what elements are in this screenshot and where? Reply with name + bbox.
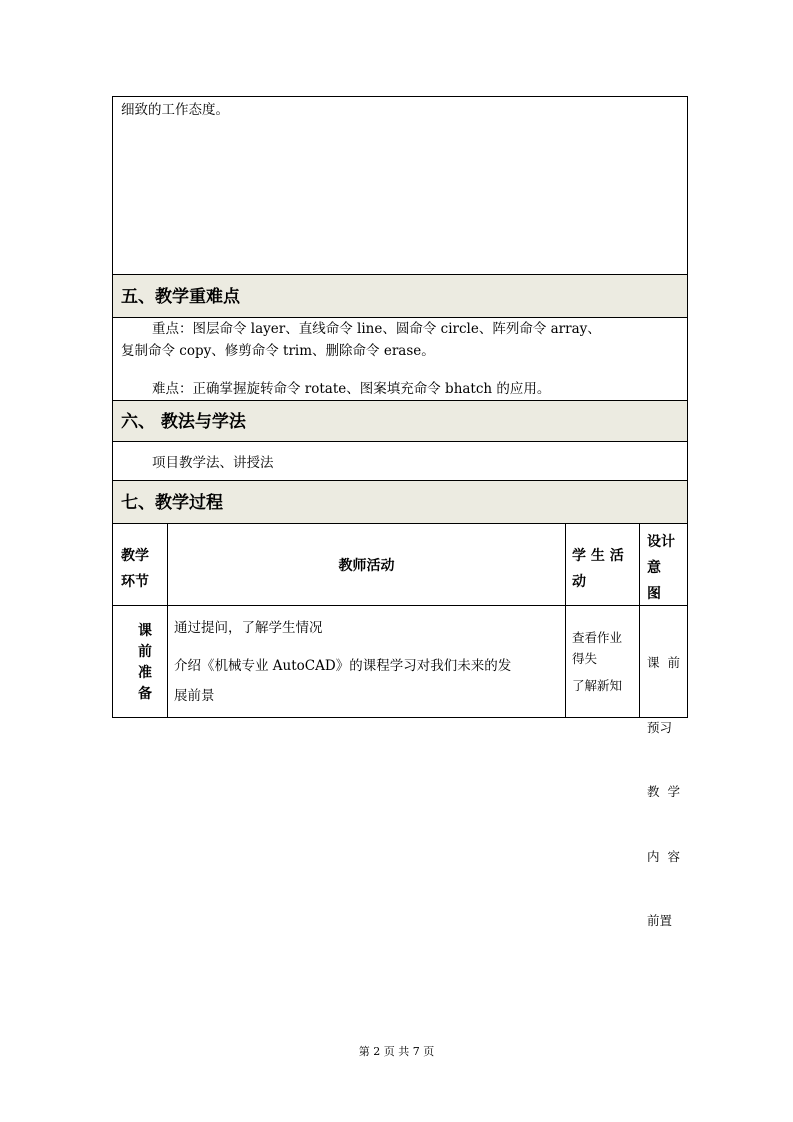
row-design: 课 前 预习 教 学 内 容 前置	[647, 655, 680, 928]
row-student: 查看作业 得失 了解新知	[572, 630, 623, 693]
section6-heading: 六、 教法与学法	[121, 412, 246, 432]
header-teacher: 教师活动	[338, 558, 395, 574]
section5-heading: 五、教学重难点	[121, 287, 240, 307]
key-points-line2: 复制命令 copy、修剪命令 trim、删除命令 erase。	[121, 343, 435, 359]
header-stage: 教学 环节	[121, 548, 149, 590]
section7-heading: 七、教学过程	[121, 493, 223, 513]
row-teacher-line1: 通过提问，了解学生情况	[174, 620, 323, 636]
row-teacher-line3: 展前景	[174, 688, 215, 704]
col-divider	[639, 523, 640, 718]
rule	[112, 441, 688, 442]
rule	[112, 605, 688, 606]
row-stage: 课 前 准 备	[138, 623, 152, 702]
rule	[112, 400, 688, 401]
difficult-points: 难点：正确掌握旋转命令 rotate、图案填充命令 bhatch 的应用。	[152, 381, 551, 397]
rule	[112, 480, 688, 481]
page-footer: 第 2 页 共 7 页	[358, 1045, 435, 1058]
key-points-line1: 重点：图层命令 layer、直线命令 line、圆命令 circle、阵列命令 array、	[152, 321, 601, 337]
header-student: 学 生 活 动	[572, 548, 624, 590]
rule	[112, 523, 688, 524]
col-divider	[167, 523, 168, 718]
header-design: 设计 意 图	[647, 534, 675, 602]
rule	[112, 274, 688, 275]
section4-text: 细致的工作态度。	[121, 102, 229, 118]
col-divider	[565, 523, 566, 718]
section6-content: 项目教学法、讲授法	[152, 455, 274, 471]
row-teacher-line2: 介绍《机械专业 AutoCAD》的课程学习对我们未来的发	[174, 658, 512, 674]
